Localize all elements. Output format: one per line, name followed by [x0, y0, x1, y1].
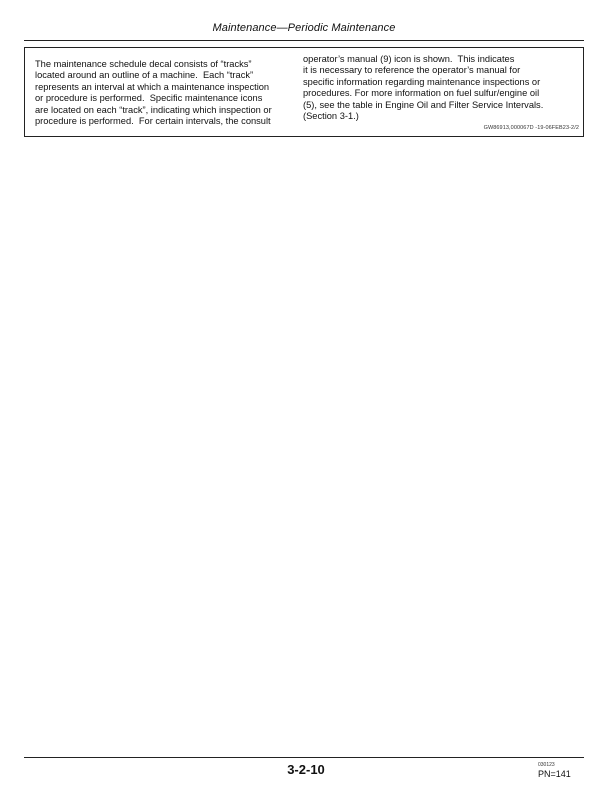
maintenance-decal-section	[24, 47, 584, 137]
pn-label: PN=141	[538, 769, 571, 779]
page-header-title: Maintenance—Periodic Maintenance	[212, 22, 396, 34]
footer-date-code: 030123	[538, 762, 555, 768]
page-header	[24, 18, 584, 41]
body-text-left-column: The maintenance schedule decal consists of “tracks” located around an outline of a machine. Each “track” represents an interval at which a maintenance inspection or procedure is performed. Specific maintenance icons are located on each “track”, indicating which inspection or procedure is performed. For certain intervals, the consult	[35, 59, 272, 127]
body-text-right-column: operator’s manual (9) icon is shown. This indicates it is necessary to reference the operator’s manual for specific information regarding maintenance inspections or procedures. For more information on fuel sulfur/engine oil (5), see the table in Engine Oil and Filter Service Intervals. (Section 3-1.)	[303, 54, 544, 122]
page-number: 3-2-10	[287, 762, 325, 777]
footer-divider	[24, 757, 584, 758]
reference-code: GW86913,000067D -19-06FEB23-2/2	[483, 125, 579, 131]
